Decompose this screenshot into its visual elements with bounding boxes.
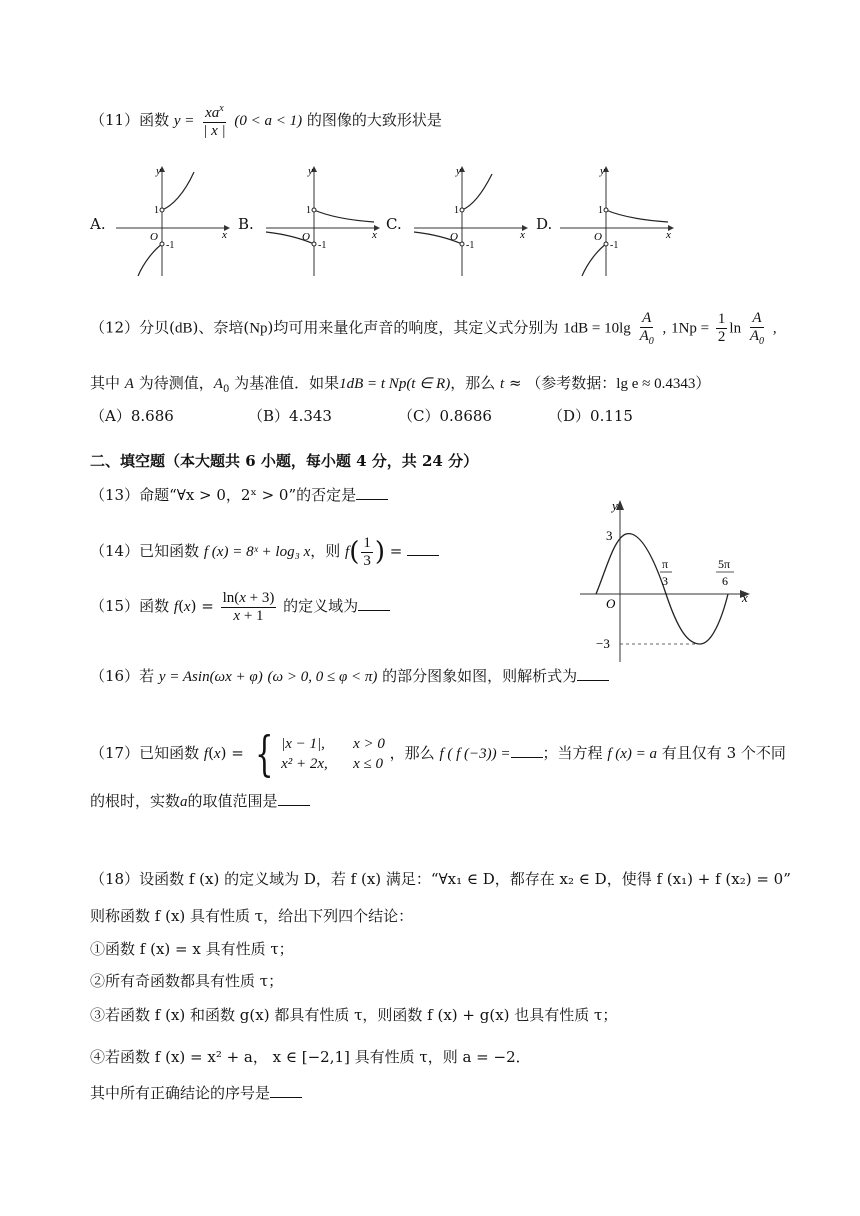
- q11-formula: y =: [173, 113, 195, 129]
- axis-x-label: x: [222, 229, 227, 241]
- piecewise-cond-2: x ≤ 0: [353, 756, 383, 772]
- tick-5pi-6-den: 6: [722, 574, 728, 588]
- axis-y-label: y: [156, 165, 161, 177]
- question-number: （15）: [90, 597, 140, 615]
- question-number: （13）: [90, 486, 140, 504]
- q13-text: 命题“∀x > 0，2ˣ > 0”的否定是: [139, 486, 357, 504]
- q14: （14）已知函数 f (x) = 8ˣ + log₃ x，则 f( $\frac{1}{3}$ ) =: [90, 535, 439, 569]
- q15-fraction: $\frac{\ln(x + 3)}{x + 1}$: [222, 590, 275, 624]
- q11-pre: 函数: [139, 111, 170, 129]
- q17-text: 已知函数: [139, 744, 200, 762]
- tick-pi-3-num: π: [662, 557, 669, 571]
- q11-graph-c: [410, 162, 530, 282]
- q12-equation: 1dB = t Np(t ∈ R): [339, 376, 451, 392]
- q18-line2: 则称函数 f (x) 具有性质 τ，给出下列四个结论：: [90, 907, 414, 925]
- q12-choice-b[interactable]: （B）4.343: [248, 407, 332, 425]
- section-title: 二、填空题（本大题共 6 小题，每小题 4 分，共 24 分）: [90, 452, 479, 470]
- q17-text: 有且仅有 3 个不同: [661, 744, 786, 762]
- q12-text: 为基准值．如果: [234, 374, 340, 392]
- q12-choice-c[interactable]: （C）0.8686: [398, 407, 492, 425]
- db-unit: dB: [174, 320, 193, 337]
- q17-text: ，那么: [389, 744, 435, 762]
- q17-text: 的根时，实数: [90, 792, 181, 810]
- question-number: （18）: [90, 870, 140, 888]
- q18-item-4: ④若函数 f (x) = x² + a， x ∈ [−2,1] 具有性质 τ，则 a = −2．: [90, 1048, 531, 1066]
- q12-text: )均可用来量化声音的响度，其定义式分别为: [267, 318, 559, 337]
- q11-fraction: $\frac{xa^x}{| x |}$: [203, 103, 226, 139]
- q17-equation: f (x) = a: [607, 746, 658, 762]
- origin-label: O: [450, 231, 458, 243]
- piecewise-function: { |x − 1|, x > 0 x² + 2x, x ≤ 0: [254, 726, 385, 782]
- axis-x-label: x: [372, 229, 377, 241]
- q16-text: 若: [139, 667, 155, 685]
- tick-neg-one: -1: [466, 240, 475, 251]
- tick-one: 1: [306, 205, 311, 216]
- q18-item-1: ①函数 f (x) = x 具有性质 τ；: [90, 940, 294, 958]
- q12-text: ）: [695, 374, 711, 392]
- tick-one: 1: [598, 205, 603, 216]
- q11-option-a-label: A.: [90, 215, 106, 233]
- origin-label: O: [302, 231, 310, 243]
- q15: （15）函数 f(x) = $\frac{\ln(x + 3)}{x + 1}$ 的定义域为: [90, 590, 390, 624]
- q17-text: 的取值范围是: [187, 792, 278, 810]
- q14-text: 已知函数: [139, 542, 200, 560]
- axis-x-label: x: [520, 229, 525, 241]
- axis-y-label: y: [600, 165, 605, 177]
- q11-post: 的图像的大致形状是: [306, 111, 442, 129]
- q14-function: f (x) = 8ˣ + log₃ x: [203, 544, 311, 560]
- q16: [90, 665, 609, 686]
- q11-stem: [90, 103, 442, 139]
- q16-function: y = Asin(ωx + φ): [158, 669, 263, 685]
- q15-text: 的定义域为: [283, 597, 359, 615]
- sine-min-label: −3: [596, 636, 610, 651]
- origin-label: O: [150, 231, 158, 243]
- q16-condition: (ω > 0, 0 ≤ φ < π): [267, 669, 378, 685]
- np-definition: 1Np =: [671, 320, 710, 337]
- q12-line1: （12）分贝(dB)、奈培(Np)均可用来量化声音的响度，其定义式分别为 1dB = 10lg $\frac{A}{A_0}$ , 1Np = $\frac{1}{2}$ ln $\frac{A}{A_0}$ ,: [90, 310, 777, 347]
- db-definition: 1dB = 10lg: [563, 320, 631, 337]
- q11-option-c-label: C.: [386, 215, 402, 233]
- answer-blank[interactable]: [270, 1083, 302, 1098]
- q17-line2: 的根时，实数a的取值范围是: [90, 790, 310, 811]
- question-number: （12）: [90, 318, 140, 337]
- sine-max-label: 3: [606, 528, 613, 543]
- ratio-fraction: $\frac{A}{A_0}$: [749, 310, 765, 347]
- q18-text: 设函数 f (x) 的定义域为 D，若 f (x) 满足：“∀x₁ ∈ D，都存在 x₂ ∈ D，使得 f (x₁) + f (x₂) = 0”: [139, 870, 791, 888]
- q12-choice-d[interactable]: （D）0.115: [548, 407, 633, 425]
- axis-y-label: y: [456, 165, 461, 177]
- q11-graph-a: [112, 162, 232, 282]
- q12-text: （参考数据：: [526, 374, 617, 392]
- q11-condition: (0 < a < 1): [234, 113, 303, 129]
- np-unit: Np: [249, 320, 268, 337]
- question-number: （17）: [90, 744, 140, 762]
- tick-one: 1: [154, 205, 159, 216]
- q16-text: 的部分图象如图，则解析式为: [382, 667, 578, 685]
- sine-graph: [578, 498, 754, 666]
- q11-graph-d: [556, 162, 676, 282]
- q17-line1: （17）已知函数 f(x) = { |x − 1|, x > 0 x² + 2x, x ≤ 0 ，那么 f ( f (−3)) = ；当方程 f (x) = a 有且仅有 3 个不同: [90, 726, 786, 782]
- answer-blank[interactable]: [577, 666, 609, 681]
- axis-y-label: y: [308, 165, 313, 177]
- piecewise-cond-1: x > 0: [353, 735, 385, 752]
- sine-y-label: y: [612, 498, 618, 513]
- q18-item-3: ③若函数 f (x) 和函数 g(x) 都具有性质 τ，则函数 f (x) + g(x) 也具有性质 τ；: [90, 1006, 618, 1024]
- tick-neg-one: -1: [166, 240, 175, 251]
- q11-graph-b: [262, 162, 382, 282]
- answer-blank[interactable]: [407, 541, 439, 556]
- tick-one: 1: [454, 205, 459, 216]
- answer-blank[interactable]: [356, 485, 388, 500]
- reference-value: lg e ≈ 0.4343: [616, 376, 696, 392]
- origin-label: O: [594, 231, 602, 243]
- answer-blank[interactable]: [511, 743, 543, 758]
- q12-text: ，那么: [450, 374, 496, 392]
- q12-text: 为待测值，: [138, 374, 214, 392]
- ratio-fraction: $\frac{A}{A_0}$: [639, 310, 654, 347]
- question-number: （16）: [90, 667, 140, 685]
- q18-line1: [90, 868, 791, 889]
- q12-line2: 其中 A 为待测值，$A_0$ 为基准值．如果1dB = t Np(t ∈ R)，那么 t ≈ （参考数据：lg e ≈ 0.4343）: [90, 374, 711, 395]
- tick-pi-3-den: 3: [662, 574, 668, 588]
- q12-text: 分贝(: [139, 318, 175, 337]
- tick-5pi-6-num: 5π: [718, 557, 731, 571]
- piecewise-case-1: |x − 1|,: [281, 735, 325, 752]
- q18-text: 其中所有正确结论的序号是: [90, 1084, 271, 1102]
- q11-option-d-label: D.: [536, 215, 553, 233]
- sine-origin: O: [606, 596, 616, 611]
- q18-item-2: ②所有奇函数都具有性质 τ；: [90, 972, 284, 990]
- q12-text: )、奈培(: [192, 318, 250, 337]
- q17-text: ；当方程: [542, 744, 603, 762]
- q15-text: 函数: [139, 597, 170, 615]
- q12-choice-a[interactable]: （A）8.686: [90, 407, 174, 425]
- tick-neg-one: -1: [318, 240, 327, 251]
- q12-text: 其中: [90, 374, 121, 392]
- q11-option-b-label: B.: [238, 215, 254, 233]
- q17-composite: f ( f (−3)) =: [439, 746, 511, 762]
- axis-x-label: x: [666, 229, 671, 241]
- question-number: （14）: [90, 542, 140, 560]
- answer-blank[interactable]: [358, 596, 390, 611]
- answer-blank[interactable]: [278, 791, 310, 806]
- question-number: （11）: [90, 111, 140, 129]
- sine-x-label: x: [742, 590, 748, 605]
- q18-last: [90, 1082, 302, 1103]
- piecewise-case-2: x² + 2x,: [281, 756, 328, 772]
- tick-neg-one: -1: [610, 240, 619, 251]
- half-fraction: $\frac{1}{2}$: [717, 311, 726, 345]
- q13: [90, 484, 388, 505]
- q14-text: ，则: [310, 542, 341, 560]
